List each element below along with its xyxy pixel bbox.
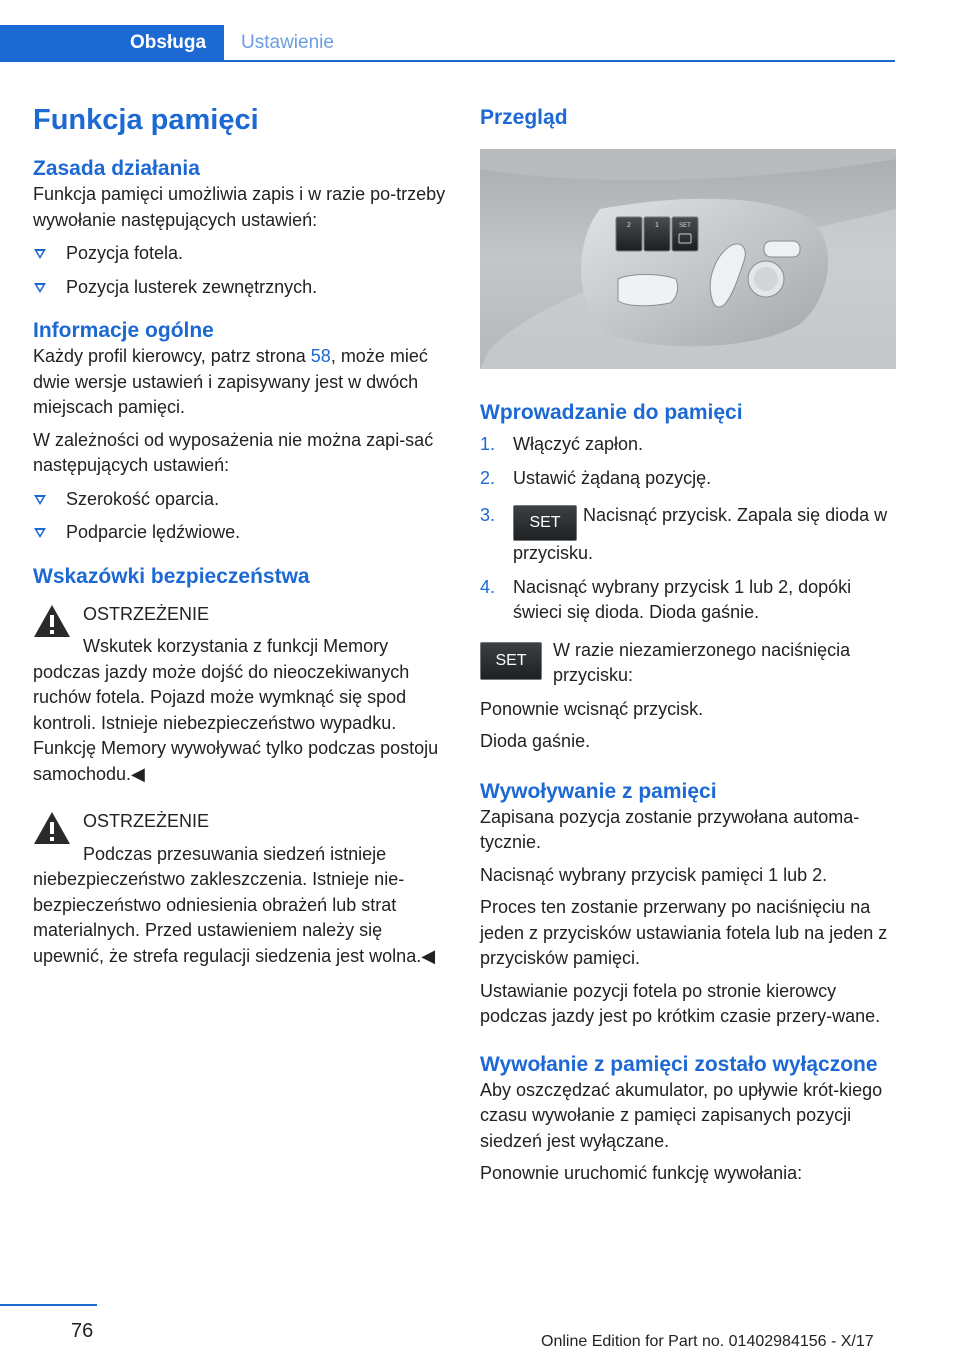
warning-block-1 [33,602,448,788]
list-item: 3. SET Nacisnąć przycisk. Zapala się dioda w przycisku. [480,505,888,563]
set-button-icon: SET [513,505,577,541]
footer-divider [0,1304,97,1306]
header-tabs [0,25,895,62]
warning-triangle-icon [33,811,71,845]
warning-block-2 [33,809,448,969]
list-item: Podparcie lędźwiowe. [33,520,448,546]
warning-text: podczas jazdy może dojść do nieoczekiwanych ruchów fotela. Pojazd może wymknąć się spod kontroli. Istnieje niebezpieczeństwo wypadku. Funkcję Memory wywoływać tylko podczas postoju samochodu.◀ [33,661,439,784]
page-number: 76 [71,1320,94,1342]
page-link-58[interactable]: 58 [310,346,331,366]
list-item: 4. Nacisnąć wybrany przycisk 1 lub 2, dopóki świeci się dioda. Dioda gaśnie. [480,576,852,622]
store-after-2: Dioda gaśnie. [480,731,591,751]
general-list [33,487,448,546]
general-text-2: W zależności od wyposażenia nie można zapi-sać następujących ustawień: [33,429,434,475]
store-after-1: Ponownie wcisnąć przycisk. [480,698,704,719]
warning-text: niebezpieczeństwo zakleszczenia. Istnieje nie-bezpieczeństwo odniesienia obrażeń lub strat materialnych. Przed ustawieniem należy się upewnić, że strefa regulacji siedzenia jest wolna.◀ [33,869,436,966]
section-heading-general: Informacje ogólne [33,319,214,342]
warning-first-line: Wskutek korzystania z funkcji Memory [83,636,389,656]
memory-button-1-label: 1 [655,222,659,229]
triangle-bullet-icon [34,283,46,293]
set-note-text: W razie niezamierzonego naciśnięcia przycisku: [553,639,851,685]
triangle-bullet-icon [34,249,46,259]
principle-text: Funkcja pamięci umożliwia zapis i w razie po-trzeby wywołanie następujących ustawień: [33,184,446,230]
section-heading-safety: Wskazówki bezpieczeństwa [33,564,310,588]
section-heading-principle: Zasada działania [33,157,200,180]
principle-list [33,241,448,300]
memory-button-2-label: 2 [627,222,631,229]
seat-controls-photo [480,149,896,369]
recall-text-4: Ustawianie pozycji fotela po stronie kierowcy podczas jazdy jest po krótkim czasie przery-wane. [480,980,881,1026]
triangle-bullet-icon [34,495,46,505]
section-heading-overview: Przegląd [480,106,568,129]
memory-button-set-label: SET [679,223,691,229]
disabled-text-1: Aby oszczędzać akumulator, po upływie krót-kiego czasu wywołanie z pamięci zapisanych pozycji siedzeń jest wyłączane. [480,1079,883,1151]
header-divider [0,60,895,62]
left-column [33,100,448,969]
store-steps [480,432,896,626]
page-title: Funkcja pamięci [33,104,259,136]
recall-text-3: Proces ten zostanie przerwany po naciśnięciu na jeden z przycisków ustawiania fotela lub na jeden z przycisków pamięci. [480,897,888,968]
list-item: Szerokość oparcia. [33,487,448,513]
warning-title: OSTRZEŻENIE [83,811,210,831]
recall-text-1: Zapisana pozycja zostanie przywołana automa-tycznie. [480,806,860,852]
tab-ustawienie[interactable]: Ustawienie [241,31,334,53]
set-button-icon: SET [480,642,542,680]
warning-triangle-icon [33,604,71,638]
warning-first-line: Podczas przesuwania siedzeń istnieje [83,843,387,864]
recall-text-2: Nacisnąć wybrany przycisk pamięci 1 lub 2. [480,864,828,885]
triangle-bullet-icon [34,528,46,538]
disabled-text-2: Ponownie uruchomić funkcję wywołania: [480,1163,803,1183]
tab-obsluga[interactable]: Obsługa [0,25,224,60]
list-item: 1. Włączyć zapłon. [480,434,644,454]
warning-title: OSTRZEŻENIE [83,603,210,624]
edition-text: Online Edition for Part no. 01402984156 - X/17 [541,1333,874,1350]
section-heading-store: Wprowadzanie do pamięci [480,401,743,424]
general-text-1: Każdy profil kierowcy, patrz strona 58, może mieć dwie wersje ustawień i zapisywany jest w dwóch miejscach pamięci. [33,346,428,417]
list-item: Pozycja lusterek zewnętrznych. [33,275,448,301]
memory-buttons [616,217,698,251]
section-heading-recall: Wywoływanie z pamięci [480,779,717,803]
list-item: 2. Ustawić żądaną pozycję. [480,467,712,488]
list-item: Pozycja fotela. [33,241,448,267]
set-note [480,638,896,690]
right-column [480,100,896,1187]
section-heading-disabled: Wywołanie z pamięci zostało wyłączone [480,1052,878,1076]
